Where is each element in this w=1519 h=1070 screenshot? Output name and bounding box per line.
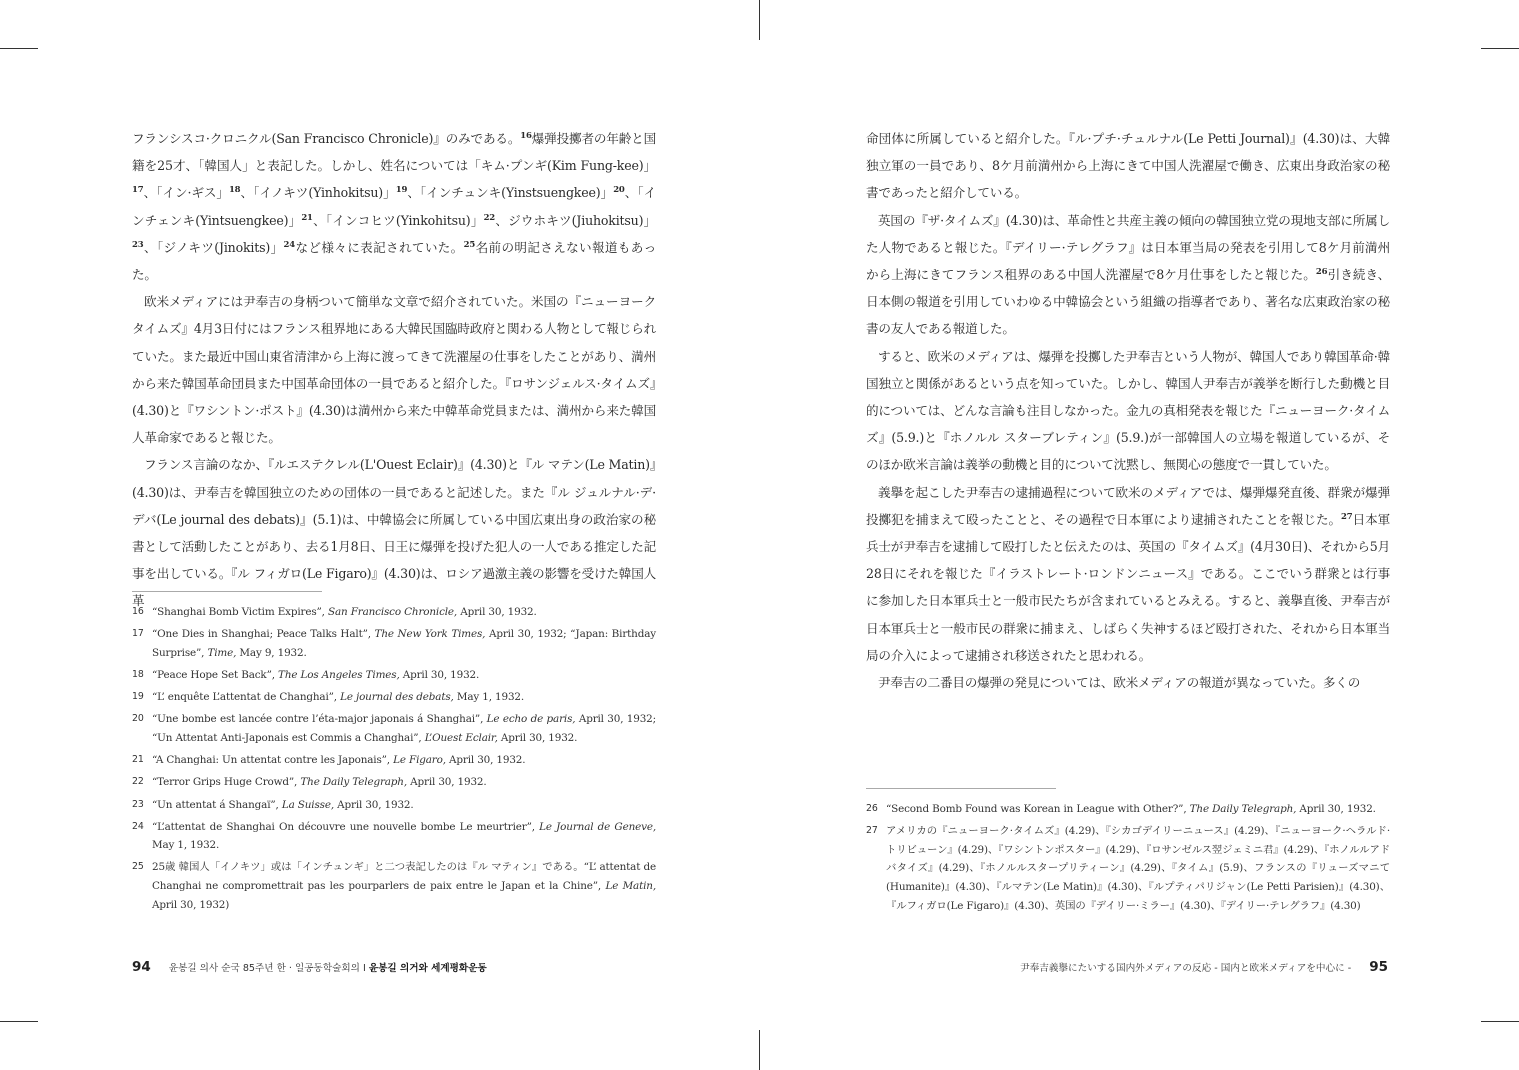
- text-run: 、「イン·ギス」: [143, 185, 229, 201]
- footnote-text: [152, 669, 479, 681]
- footnote-text: [886, 803, 1376, 815]
- footnote-number: 21: [132, 754, 144, 766]
- text-run: April 30, 1932.: [399, 668, 480, 681]
- footnote-number: 27: [866, 825, 878, 837]
- text-run: フランシスコ·クロニクル(San Francisco Chronicle)』のみである。: [132, 131, 521, 146]
- text-run: すると、欧米のメディアは、爆弾を投擲した尹奉吉という人物が、韓国人であり韓国革命·韓国独立と関係があるという点を知っていた。しかし、韓国人尹奉吉が義挙を断行した動機と目的については、どんな言論も注目しなかった。金九の真相発表を報じた『ニューヨーク·タイムズ』(5.9.)と『ホノルル スターブレティン』(5.9.)が一部韓国人の立場を報道しているが、そのほか欧米言論は義挙の動機と目的について沈黙し、無関心の態度で一貫していた。: [866, 348, 1390, 473]
- text-run: April 30, 1932.: [497, 731, 578, 744]
- footnote-ref: 16: [520, 131, 532, 141]
- footnote: [132, 858, 656, 914]
- text-run: 爆弾投擲者の年齢と国籍を25才、「韓国人」と表記した。しかし、姓名については「キム·プンギ(Kim Fung-kee)」: [132, 131, 656, 174]
- source-title: Le Figaro,: [393, 754, 446, 767]
- left-page: [0, 0, 759, 1070]
- source-title: San Francisco Chronicle,: [327, 606, 458, 618]
- page-number: 94: [132, 959, 151, 975]
- footnote: [866, 822, 1390, 915]
- footnote-text: [152, 691, 524, 703]
- footnote-ref: 22: [483, 212, 496, 223]
- text-run: 、ジウホキツ(Jiuhokitsu)」: [495, 212, 657, 228]
- source-title: Le Journal de Geneve,: [539, 820, 656, 833]
- footnote: [132, 773, 656, 792]
- right-page: [760, 0, 1519, 1070]
- footnote-ref: 19: [395, 185, 408, 196]
- text-run: 英国の『ザ·タイムズ』(4.30)は、革命性と共産主義の傾向の韓国独立党の現地支部に所属した人物であると報じた。『デイリー·テレグラフ』は日本軍当局の発表を引用して8ケ月前満州から上海にきてフランス租界のある中国人洗濯屋で8ケ月仕事をしたと報じた。: [866, 212, 1390, 283]
- source-title: L’Ouest Eclair,: [424, 731, 498, 744]
- footnote-text: [152, 628, 656, 659]
- source-title: Le Matin,: [605, 880, 656, 893]
- footnote: [132, 603, 656, 622]
- footnote-number: 25: [132, 861, 144, 873]
- footnote-text: [152, 861, 656, 910]
- footnote-number: 24: [132, 820, 144, 832]
- footnote-text: [152, 799, 414, 811]
- footnote: [132, 625, 656, 662]
- footnote: [132, 818, 656, 855]
- footnote: [866, 800, 1390, 819]
- text-run: April 30, 1932; “Japan: Birthday Surprise”,: [152, 628, 656, 659]
- text-run: April 30, 1932.: [445, 754, 526, 767]
- paragraph: [132, 125, 656, 288]
- footnote-number: 17: [132, 628, 144, 640]
- text-run: “A Changhai: Un attentat contre les Japonais”,: [152, 754, 394, 767]
- footnote: [132, 751, 656, 770]
- text-run: “Une bombe est lancée contre l’éta-major japonais á Shanghai”,: [152, 713, 487, 726]
- footnote-ref: 24: [283, 239, 295, 250]
- source-title: The Daily Telegraph,: [1189, 803, 1297, 815]
- text-run: フランス言論のなか、『ルエステクレル(L'Ouest Eclair)』(4.30)と『ル マテン(Le Matin)』(4.30)は、尹奉吉を韓国独立のための団体の一員であると記述した。また『ル ジュルナル·デ·デバ(Le journal des debats)』(5.1)は、中韓協会に所属している中国広東出身の政治家の秘書として活動したことがあり、去る1月8日、日王に爆弾を投げた犯人の一人である推定した記事を出している。『ル フィガロ(Le Figaro)』(4.30)は、ロシア過激主義の影響を受けた韓国人革: [132, 457, 656, 609]
- footnote-number: 16: [132, 606, 144, 617]
- text-run: 尹奉吉の二番目の爆弾の発見については、欧米メディアの報道が異なっていた。多くの: [878, 675, 1361, 691]
- footnote: [132, 666, 656, 685]
- right-folio: [1020, 956, 1388, 975]
- text-run: 25歳 韓国人「イノキツ」或は「インチュンギ」と二つ表記したのは『ル マティン』である。“L’ attentat de Changhai ne compromettrait pas les pourparlers de paix entre le Japan et la Chine”,: [152, 861, 656, 893]
- text-run: April 30, 1932): [152, 898, 230, 911]
- footnote: [132, 688, 656, 707]
- text-run: “Second Bomb Found was Korean in League with Other?”,: [886, 803, 1190, 815]
- footnote-separator: [132, 591, 322, 592]
- source-title: The Los Angeles Times,: [278, 668, 400, 681]
- text-run: “L’attentat de Shanghai On découvre une nouvelle bombe Le meurtrier”,: [152, 820, 540, 833]
- text-run: “Peace Hope Set Back”,: [152, 668, 279, 681]
- text-run: May 1, 1932.: [152, 839, 220, 852]
- footnote: [132, 710, 656, 747]
- text-run: April 30, 1932.: [457, 606, 537, 618]
- text-run: “One Dies in Shanghai; Peace Talks Halt”,: [152, 628, 375, 641]
- text-run: 欧米メディアには尹奉吉の身柄ついて簡単な文章で紹介されていた。米国の『ニューヨークタイムズ』4月3日付にはフランス租界地にある大韓民国臨時政府と関わる人物として報じられていた。また最近中国山東省清津から上海に渡ってきて洗濯屋の仕事をしたことがあり、満州から来た韓国革命団員また中国革命団体の一員であると紹介した。『ロサンジェルス·タイムズ』(4.30)と『ワシントン·ポスト』(4.30)は満州から来た中韓革命党員または、満州から来た韓国人革命家であると報じた。: [132, 294, 656, 446]
- footnote-ref: 20: [613, 185, 625, 196]
- running-head: 윤봉길 의사 순국 85주년 한 · 일공동학술회의 I 윤봉길 의거와 세계평화운동: [168, 963, 487, 974]
- text-run: April 30, 1932; “Un Attentat Anti-Japonais est Commis a Changhai”,: [152, 713, 656, 744]
- text-run: April 30, 1932.: [334, 798, 414, 811]
- footnote-ref: 26: [1315, 267, 1328, 278]
- paragraph: [866, 479, 1390, 669]
- text-run: April 30, 1932.: [407, 776, 487, 789]
- paragraph: [866, 669, 1390, 696]
- source-title: The New York Times,: [374, 628, 486, 641]
- source-title: The Daily Telegraph,: [300, 776, 407, 789]
- footnote-text: [152, 821, 656, 852]
- text-run: May 9, 1932.: [236, 646, 307, 659]
- source-title: Time,: [207, 646, 237, 659]
- text-run: “Un attentat á Shangaï”,: [152, 798, 282, 811]
- text-run: “Terror Grips Huge Crowd”,: [152, 776, 301, 789]
- footnote-ref: 18: [228, 185, 241, 196]
- footnote-text: [886, 825, 1390, 911]
- source-title: Le echo de paris,: [486, 713, 576, 726]
- left-body-text: [132, 125, 656, 615]
- paragraph: [866, 207, 1390, 343]
- text-run: May 1, 1932.: [453, 691, 525, 704]
- paragraph: [132, 288, 656, 451]
- text-run: “L’ enquête L’attentat de Changhai”,: [152, 691, 341, 704]
- source-title: Le journal des debats,: [340, 691, 454, 704]
- footnote-text: [152, 713, 656, 744]
- footnote-ref: 23: [132, 239, 144, 250]
- page-number: 95: [1369, 959, 1388, 975]
- crop-mark: [1481, 48, 1519, 49]
- footnote-text: [152, 606, 537, 618]
- running-head-title: 윤봉길 의거와 세계평화운동: [368, 963, 487, 974]
- text-run: 、「インチェンキ(Yintsuengkee)」: [132, 185, 657, 228]
- footnote-number: 19: [132, 691, 144, 703]
- text-run: など様々に表記されていた。: [294, 239, 464, 255]
- text-run: 、「ジノキツ(Jinokits)」: [143, 239, 284, 255]
- text-run: April 30, 1932.: [1296, 803, 1376, 815]
- right-body-text: [866, 125, 1390, 696]
- footnote-ref: 17: [132, 185, 144, 196]
- left-folio: [132, 956, 487, 975]
- right-footnotes: [866, 800, 1390, 919]
- text-run: アメリカの『ニューヨーク·タイムズ』(4.29)、『シカゴデイリーニュース』(4.29)、『ニューヨーク·ヘラルド·トリビューン』(4.29)、『ワシントンポスター』(4.29)、『ロサンゼルス翌ジェミニ君』(4.29)、『ホノルルアドバタイズ』(4.29)、『ホノルルスタープリティーン』(4.29)、『タイム』(5.9)、フランスの『リューズマニて(Humanite)』(4.30)、『ルマテン(Le Matin)』(4.30)、『ルプティパリジャン(Le Petti Parisien)』(4.30)、『ルフィガロ(Le Figaro)』(4.30)、英国の『デイリー·ミラー』(4.30)、『デイリー·テレグラフ』(4.30): [886, 825, 1390, 912]
- crop-mark: [0, 48, 38, 49]
- text-run: 命団体に所属していると紹介した。『ル·プチ·チュルナル(Le Petti Journal)』(4.30)は、大韓独立軍の一員であり、8ケ月前満州から上海にきて中国人洗濯屋で働き、広東出身政治家の秘書であったと紹介している。: [866, 131, 1390, 201]
- text-run: “Shanghai Bomb Victim Expires”,: [152, 606, 328, 618]
- footnote-ref: 27: [1341, 511, 1353, 522]
- paragraph: [866, 125, 1390, 207]
- footnote-ref: 25: [463, 239, 476, 250]
- running-head: 尹奉吉義擧にたいする国内外メディアの反応 - 国内と欧米メディアを中心に -: [1020, 963, 1352, 974]
- crop-mark: [1481, 1021, 1519, 1022]
- text-run: 、「イノキツ(Yinhokitsu)」: [240, 185, 396, 201]
- footnote-number: 22: [132, 776, 144, 788]
- left-footnotes: [132, 603, 656, 918]
- footnote-ref: 21: [301, 212, 313, 223]
- paragraph: [866, 343, 1390, 479]
- footnote-text: [152, 754, 525, 766]
- text-run: 義擧を起こした尹奉吉の逮捕過程について欧米のメディアでは、爆弾爆発直後、群衆が爆弾投擲犯を捕まえて殴ったことと、その過程で日本軍により逮捕されたことを報じた。: [866, 484, 1390, 527]
- footnote-number: 18: [132, 668, 144, 680]
- source-title: La Suisse,: [281, 798, 334, 811]
- footnote: [132, 796, 656, 815]
- text-run: 、「インチュンキ(Yinstsuengkee)」: [407, 185, 614, 201]
- text-run: 引き続き、日本側の報道を引用していわゆる中韓協会という組織の指導者であり、著名な広東政治家の秘書の友人である報道した。: [866, 267, 1390, 337]
- footnote-number: 20: [132, 713, 144, 725]
- footnote-text: [152, 776, 487, 788]
- crop-mark: [0, 1021, 38, 1022]
- footnote-separator: [866, 788, 1056, 789]
- footnote-number: 23: [132, 798, 144, 810]
- text-run: 日本軍兵士が尹奉吉を逮捕して殴打したと伝えたのは、英国の『タイムズ』(4月30日)、それから5月28日にそれを報じた『イラストレート·ロンドンニュース』である。ここでいう群衆とは行事に参加した日本軍兵士と一般市民たちが含まれているとみえる。すると、義擧直後、尹奉吉が日本軍兵士と一般市民の群衆に捕まえ、しばらく失神するほど殴打された、それから日本軍当局の介入によって逮捕され移送されたと思われる。: [866, 511, 1390, 663]
- footnote-number: 26: [866, 803, 878, 814]
- text-run: 、「インコヒツ(Yinkohitsu)」: [312, 212, 484, 228]
- text-run: 名前の明記さえない報道もあった。: [132, 239, 656, 283]
